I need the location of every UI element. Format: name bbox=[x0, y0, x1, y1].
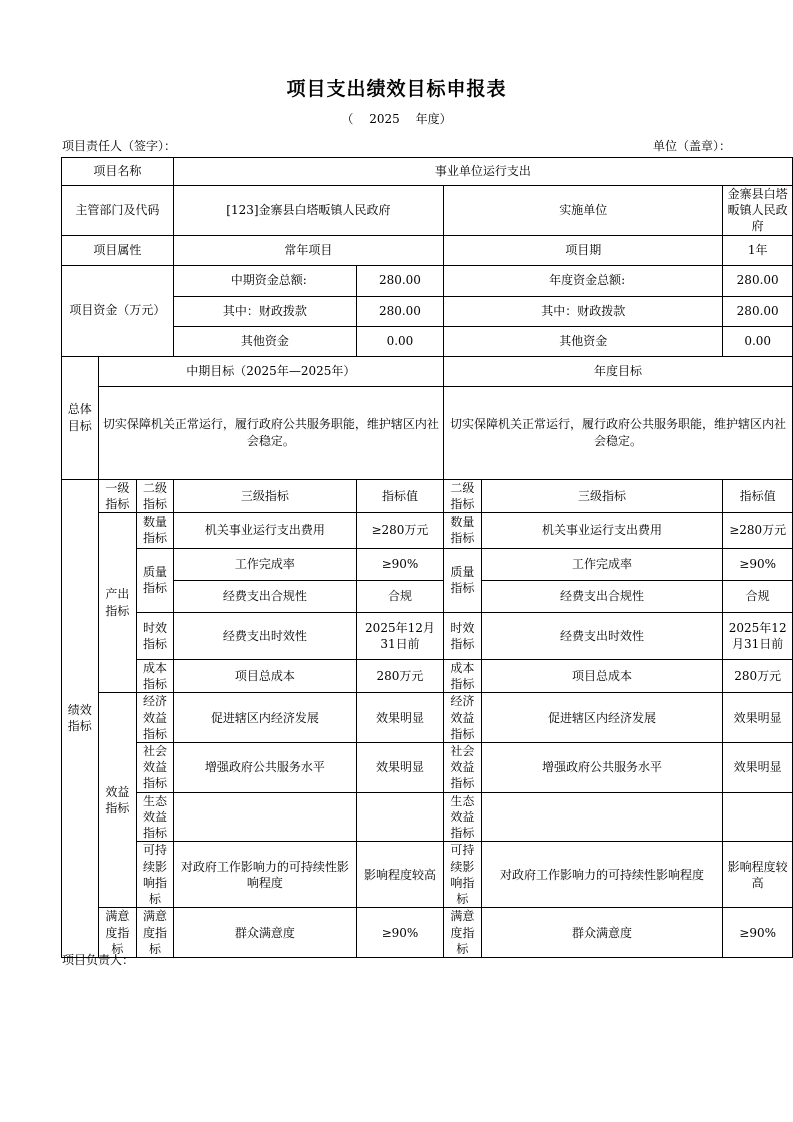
mid-other-label: 其他资金 bbox=[173, 326, 356, 356]
funds-label: 项目资金（万元） bbox=[62, 265, 174, 356]
social-l3-mid: 增强政府公共服务水平 bbox=[173, 742, 356, 792]
cost-l2-mid: 成本指标 bbox=[137, 659, 174, 692]
mid-fiscal-label: 其中：财政拨款 bbox=[173, 296, 356, 326]
cost-l3-year: 项目总成本 bbox=[481, 659, 723, 692]
quantity-l2-mid: 数量指标 bbox=[137, 512, 174, 548]
year-total-label: 年度资金总额: bbox=[444, 265, 723, 296]
mid-total-value: 280.00 bbox=[356, 265, 443, 296]
sustainable-value-mid: 影响程度较高 bbox=[356, 842, 443, 908]
unit-seal-label: 单位（盖章）： bbox=[652, 139, 731, 153]
social-l2-year: 社会效益指标 bbox=[444, 742, 482, 792]
project-attr-label: 项目属性 bbox=[62, 235, 174, 265]
timeliness-l2-year: 时效指标 bbox=[444, 612, 482, 659]
sustainable-l3-mid: 对政府工作影响力的可持续性影响程度 bbox=[173, 842, 356, 908]
sustainable-l2-year: 可持续影响指标 bbox=[444, 842, 482, 908]
benefit-indicators-label: 效益指标 bbox=[98, 693, 137, 908]
social-l3-year: 增强政府公共服务水平 bbox=[481, 742, 723, 792]
project-leader-label: 项目负责人： bbox=[62, 953, 135, 967]
mid-goal-header: 中期目标（2025年—2025年） bbox=[98, 356, 443, 386]
quality-a-l3-year: 工作完成率 bbox=[481, 548, 723, 580]
header-level2-year: 二级指标 bbox=[444, 479, 482, 512]
social-value-mid: 效果明显 bbox=[356, 742, 443, 792]
quality-b-l3-year: 经费支出合规性 bbox=[481, 580, 723, 612]
project-attr-value: 常年项目 bbox=[173, 235, 443, 265]
timeliness-value-mid: 2025年12月31日前 bbox=[356, 612, 443, 659]
project-name-value: 事业单位运行支出 bbox=[173, 158, 792, 186]
quality-b-value-year: 合规 bbox=[723, 580, 793, 612]
quality-b-l3-mid: 经费支出合规性 bbox=[173, 580, 356, 612]
mid-total-label: 中期资金总额: bbox=[173, 265, 356, 296]
header-level3-year: 三级指标 bbox=[481, 479, 723, 512]
timeliness-l2-mid: 时效指标 bbox=[137, 612, 174, 659]
header-level1: 一级指标 bbox=[98, 479, 137, 512]
year-goal-header: 年度目标 bbox=[444, 356, 793, 386]
impl-unit-value: 金寨县白塔畈镇人民政府 bbox=[723, 186, 793, 236]
quality-a-value-year: ≥90% bbox=[723, 548, 793, 580]
timeliness-l3-mid: 经费支出时效性 bbox=[173, 612, 356, 659]
responsible-signature-label: 项目责任人（签字）： bbox=[62, 139, 177, 153]
social-l2-mid: 社会效益指标 bbox=[137, 742, 174, 792]
page-title: 项目支出绩效目标申报表 bbox=[286, 78, 507, 100]
quantity-l3-year: 机关事业运行支出费用 bbox=[481, 512, 723, 548]
output-indicators-label: 产出指标 bbox=[98, 512, 137, 692]
cost-value-year: 280万元 bbox=[723, 659, 793, 692]
year-total-value: 280.00 bbox=[723, 265, 793, 296]
mid-goal-text: 切实保障机关正常运行，履行政府公共服务职能，维护辖区内社会稳定。 bbox=[98, 386, 443, 479]
ecological-l2-mid: 生态效益指标 bbox=[137, 792, 174, 842]
performance-indicators-label: 绩效指标 bbox=[62, 479, 99, 958]
timeliness-value-year: 2025年12月31日前 bbox=[723, 612, 793, 659]
economic-l3-year: 促进辖区内经济发展 bbox=[481, 693, 723, 743]
ecological-l3-year bbox=[481, 792, 723, 842]
satisfaction-l2-year: 满意度指标 bbox=[444, 908, 482, 958]
satisfaction-indicators-label: 满意度指标 bbox=[98, 908, 137, 958]
timeliness-l3-year: 经费支出时效性 bbox=[481, 612, 723, 659]
project-period-value: 1年 bbox=[723, 235, 793, 265]
header-level3-mid: 三级指标 bbox=[173, 479, 356, 512]
economic-l3-mid: 促进辖区内经济发展 bbox=[173, 693, 356, 743]
economic-value-year: 效果明显 bbox=[723, 693, 793, 743]
ecological-value-mid bbox=[356, 792, 443, 842]
cost-l2-year: 成本指标 bbox=[444, 659, 482, 692]
year-other-value: 0.00 bbox=[723, 326, 793, 356]
economic-value-mid: 效果明显 bbox=[356, 693, 443, 743]
quantity-l3-mid: 机关事业运行支出费用 bbox=[173, 512, 356, 548]
project-name-label: 项目名称 bbox=[62, 158, 174, 186]
ecological-value-year bbox=[723, 792, 793, 842]
overall-goal-label: 总体目标 bbox=[62, 356, 99, 479]
quality-a-l3-mid: 工作完成率 bbox=[173, 548, 356, 580]
mid-fiscal-value: 280.00 bbox=[356, 296, 443, 326]
impl-unit-label: 实施单位 bbox=[444, 186, 723, 236]
sustainable-l2-mid: 可持续影响指标 bbox=[137, 842, 174, 908]
satisfaction-value-mid: ≥90% bbox=[356, 908, 443, 958]
year-other-label: 其他资金 bbox=[444, 326, 723, 356]
year-fiscal-label: 其中：财政拨款 bbox=[444, 296, 723, 326]
dept-label: 主管部门及代码 bbox=[62, 186, 174, 236]
mid-other-value: 0.00 bbox=[356, 326, 443, 356]
satisfaction-value-year: ≥90% bbox=[723, 908, 793, 958]
economic-l2-year: 经济效益指标 bbox=[444, 693, 482, 743]
economic-l2-mid: 经济效益指标 bbox=[137, 693, 174, 743]
ecological-l3-mid bbox=[173, 792, 356, 842]
quality-b-value-mid: 合规 bbox=[356, 580, 443, 612]
year-goal-text: 切实保障机关正常运行，履行政府公共服务职能，维护辖区内社会稳定。 bbox=[444, 386, 793, 479]
sustainable-value-year: 影响程度较高 bbox=[723, 842, 793, 908]
dept-value: [123]金寨县白塔畈镇人民政府 bbox=[173, 186, 443, 236]
quantity-value-mid: ≥280万元 bbox=[356, 512, 443, 548]
project-period-label: 项目期 bbox=[444, 235, 723, 265]
performance-table bbox=[61, 157, 793, 958]
quantity-value-year: ≥280万元 bbox=[723, 512, 793, 548]
cost-l3-mid: 项目总成本 bbox=[173, 659, 356, 692]
year-line bbox=[0, 110, 793, 127]
social-value-year: 效果明显 bbox=[723, 742, 793, 792]
header-value-year: 指标值 bbox=[723, 479, 793, 512]
year-unit: 年度） bbox=[415, 112, 452, 126]
satisfaction-l2-mid: 满意度指标 bbox=[137, 908, 174, 958]
year-fiscal-value: 280.00 bbox=[723, 296, 793, 326]
year-open: （ bbox=[341, 112, 354, 126]
header-level2-mid: 二级指标 bbox=[137, 479, 174, 512]
cost-value-mid: 280万元 bbox=[356, 659, 443, 692]
header-value-mid: 指标值 bbox=[356, 479, 443, 512]
year-value: 2025 bbox=[369, 112, 400, 126]
quality-l2-mid: 质量指标 bbox=[137, 548, 174, 612]
quality-a-value-mid: ≥90% bbox=[356, 548, 443, 580]
quantity-l2-year: 数量指标 bbox=[444, 512, 482, 548]
sustainable-l3-year: 对政府工作影响力的可持续性影响程度 bbox=[481, 842, 723, 908]
quality-l2-year: 质量指标 bbox=[444, 548, 482, 612]
satisfaction-l3-mid: 群众满意度 bbox=[173, 908, 356, 958]
ecological-l2-year: 生态效益指标 bbox=[444, 792, 482, 842]
satisfaction-l3-year: 群众满意度 bbox=[481, 908, 723, 958]
